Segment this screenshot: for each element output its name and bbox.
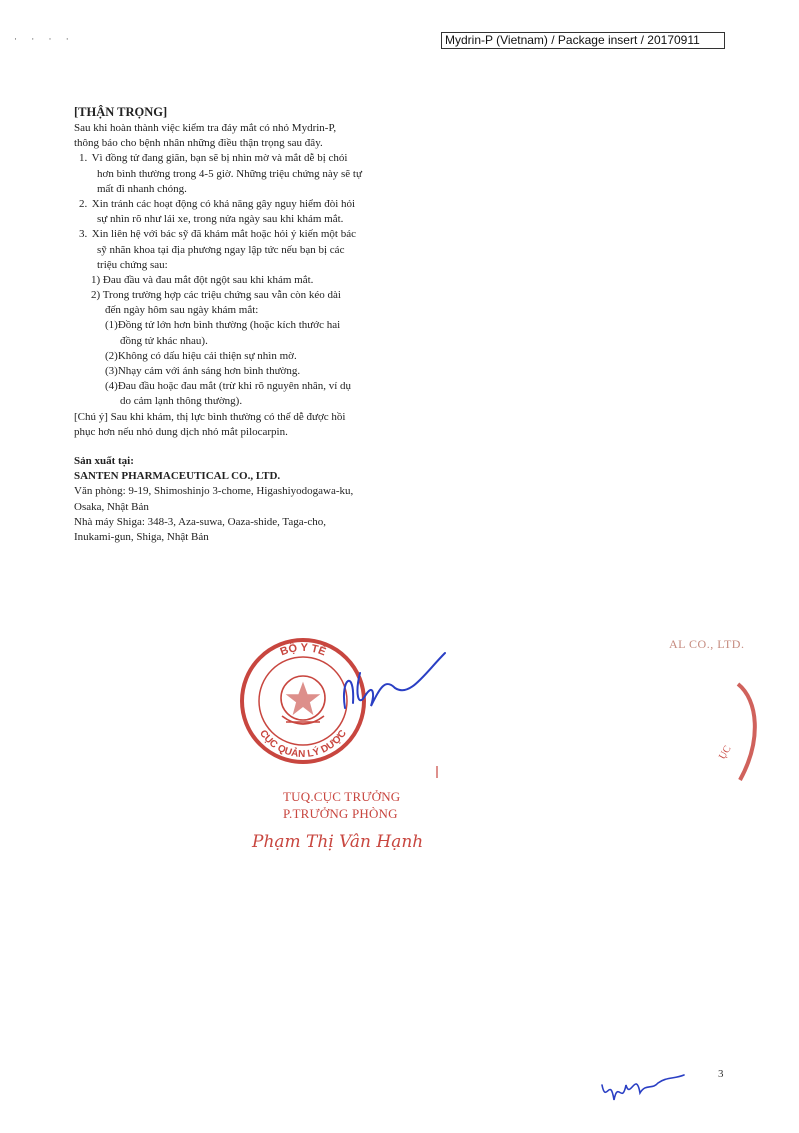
page-number: 3 — [718, 1068, 724, 1080]
note-line: [Chú ý] Sau khi khám, thị lực bình thường có thể dễ được hồi — [74, 410, 346, 423]
list-item — [74, 197, 394, 212]
list-item — [74, 227, 394, 242]
sub-item: 2) Trong trường hợp các triệu chứng sau vẫn còn kéo dài — [91, 289, 341, 302]
item-text: mất đi nhanh chóng. — [97, 182, 187, 195]
section-title: [THẬN TRỌNG] — [74, 105, 168, 119]
emblem-icon — [281, 676, 325, 724]
sub-sub-item: (3)Nhạy cảm với ánh sáng hơn bình thường. — [105, 365, 301, 377]
stamp-title-2: P.TRƯỞNG PHÒNG — [283, 806, 398, 821]
ink-mark — [436, 766, 438, 778]
item-text: Vì đồng tử đang giãn, bạn sẽ bị nhìn mờ và mắt dễ bị chói — [91, 152, 348, 165]
seal-top-text: BỘ Y TẾ — [278, 641, 328, 659]
item-text: sỹ nhãn khoa tại địa phương ngay lập tức nếu bạn bị các — [97, 243, 345, 256]
sub-sub-item: (4)Đau đầu hoặc đau mắt (trừ khi rõ nguyên nhân, ví dụ — [105, 380, 352, 393]
precautions-section — [74, 104, 394, 545]
manufacturer-address: Văn phòng: 9-19, Shimoshinjo 3-chome, Higashiyodogawa-ku, — [74, 485, 354, 498]
item-text: hơn bình thường trong 4-5 giờ. Những triệu chứng này sẽ tự — [97, 167, 362, 180]
initials-scribble — [596, 1055, 686, 1110]
sub-sub-item: đồng tử khác nhau). — [120, 334, 208, 347]
signature-scribble — [325, 648, 450, 723]
svg-text:CỤC QUẢN LÝ DƯỢC — [257, 728, 349, 760]
manufacturer-address: Inukami-gun, Shiga, Nhật Bản — [74, 530, 209, 543]
list-item — [74, 151, 394, 166]
partial-seal-mark — [710, 680, 770, 790]
note-line: phục hơn nếu nhỏ dung dịch nhỏ mắt pilocarpin. — [74, 425, 288, 438]
stamp-fragment-text: AL CO., LTD. — [669, 637, 745, 651]
seal-bottom-text: CỤC QUẢN LÝ DƯỢC — [257, 728, 349, 761]
intro-line: Sau khi hoàn thành việc kiểm tra đáy mắt có nhỏ Mydrin-P, — [74, 122, 337, 134]
intro-line: thông báo cho bệnh nhân những điều thận trọng sau đây. — [74, 137, 323, 150]
item-number: 2. — [79, 197, 88, 210]
sub-sub-item: (1)Đồng tử lớn hơn bình thường (hoặc kích thước hai — [105, 319, 341, 332]
manufacturer-address: Osaka, Nhật Bản — [74, 500, 149, 513]
sub-sub-item: (2)Không có dấu hiệu cải thiện sự nhìn mờ. — [105, 349, 297, 362]
document-reference: Mydrin-P (Vietnam) / Package insert / 20170911 — [441, 32, 725, 49]
sub-sub-item: do cảm lạnh thông thường). — [120, 395, 243, 408]
manufacturer-label: Sản xuất tại: — [74, 454, 134, 467]
svg-text:ỤC: ỤC — [717, 743, 734, 762]
manufacturer-name: SANTEN PHARMACEUTICAL CO., LTD. — [74, 470, 281, 483]
sub-item: đến ngày hôm sau ngày khám mắt: — [105, 304, 259, 317]
item-text: sự nhìn rõ như lái xe, trong nửa ngày sau khi khám mắt. — [97, 213, 344, 226]
manufacturer-address: Nhà máy Shiga: 348-3, Aza-suwa, Oaza-shide, Taga-cho, — [74, 515, 326, 528]
item-number: 3. — [79, 228, 88, 241]
stamp-signer-name: Phạm Thị Vân Hạnh — [252, 832, 424, 852]
stamp-title-1: TUQ.CỤC TRƯỞNG — [283, 789, 401, 804]
item-text: Xin tránh các hoạt động có khả năng gây nguy hiểm đòi hỏi — [91, 197, 356, 210]
scan-specks: · · · · — [14, 34, 75, 44]
item-text: triệu chứng sau: — [97, 258, 168, 271]
sub-item: 1) Đau đầu và đau mắt đột ngột sau khi khám mắt. — [91, 273, 314, 286]
item-number: 1. — [79, 152, 88, 165]
item-text: Xin liên hệ với bác sỹ đã khám mắt hoặc hỏi ý kiến một bác — [91, 228, 356, 241]
